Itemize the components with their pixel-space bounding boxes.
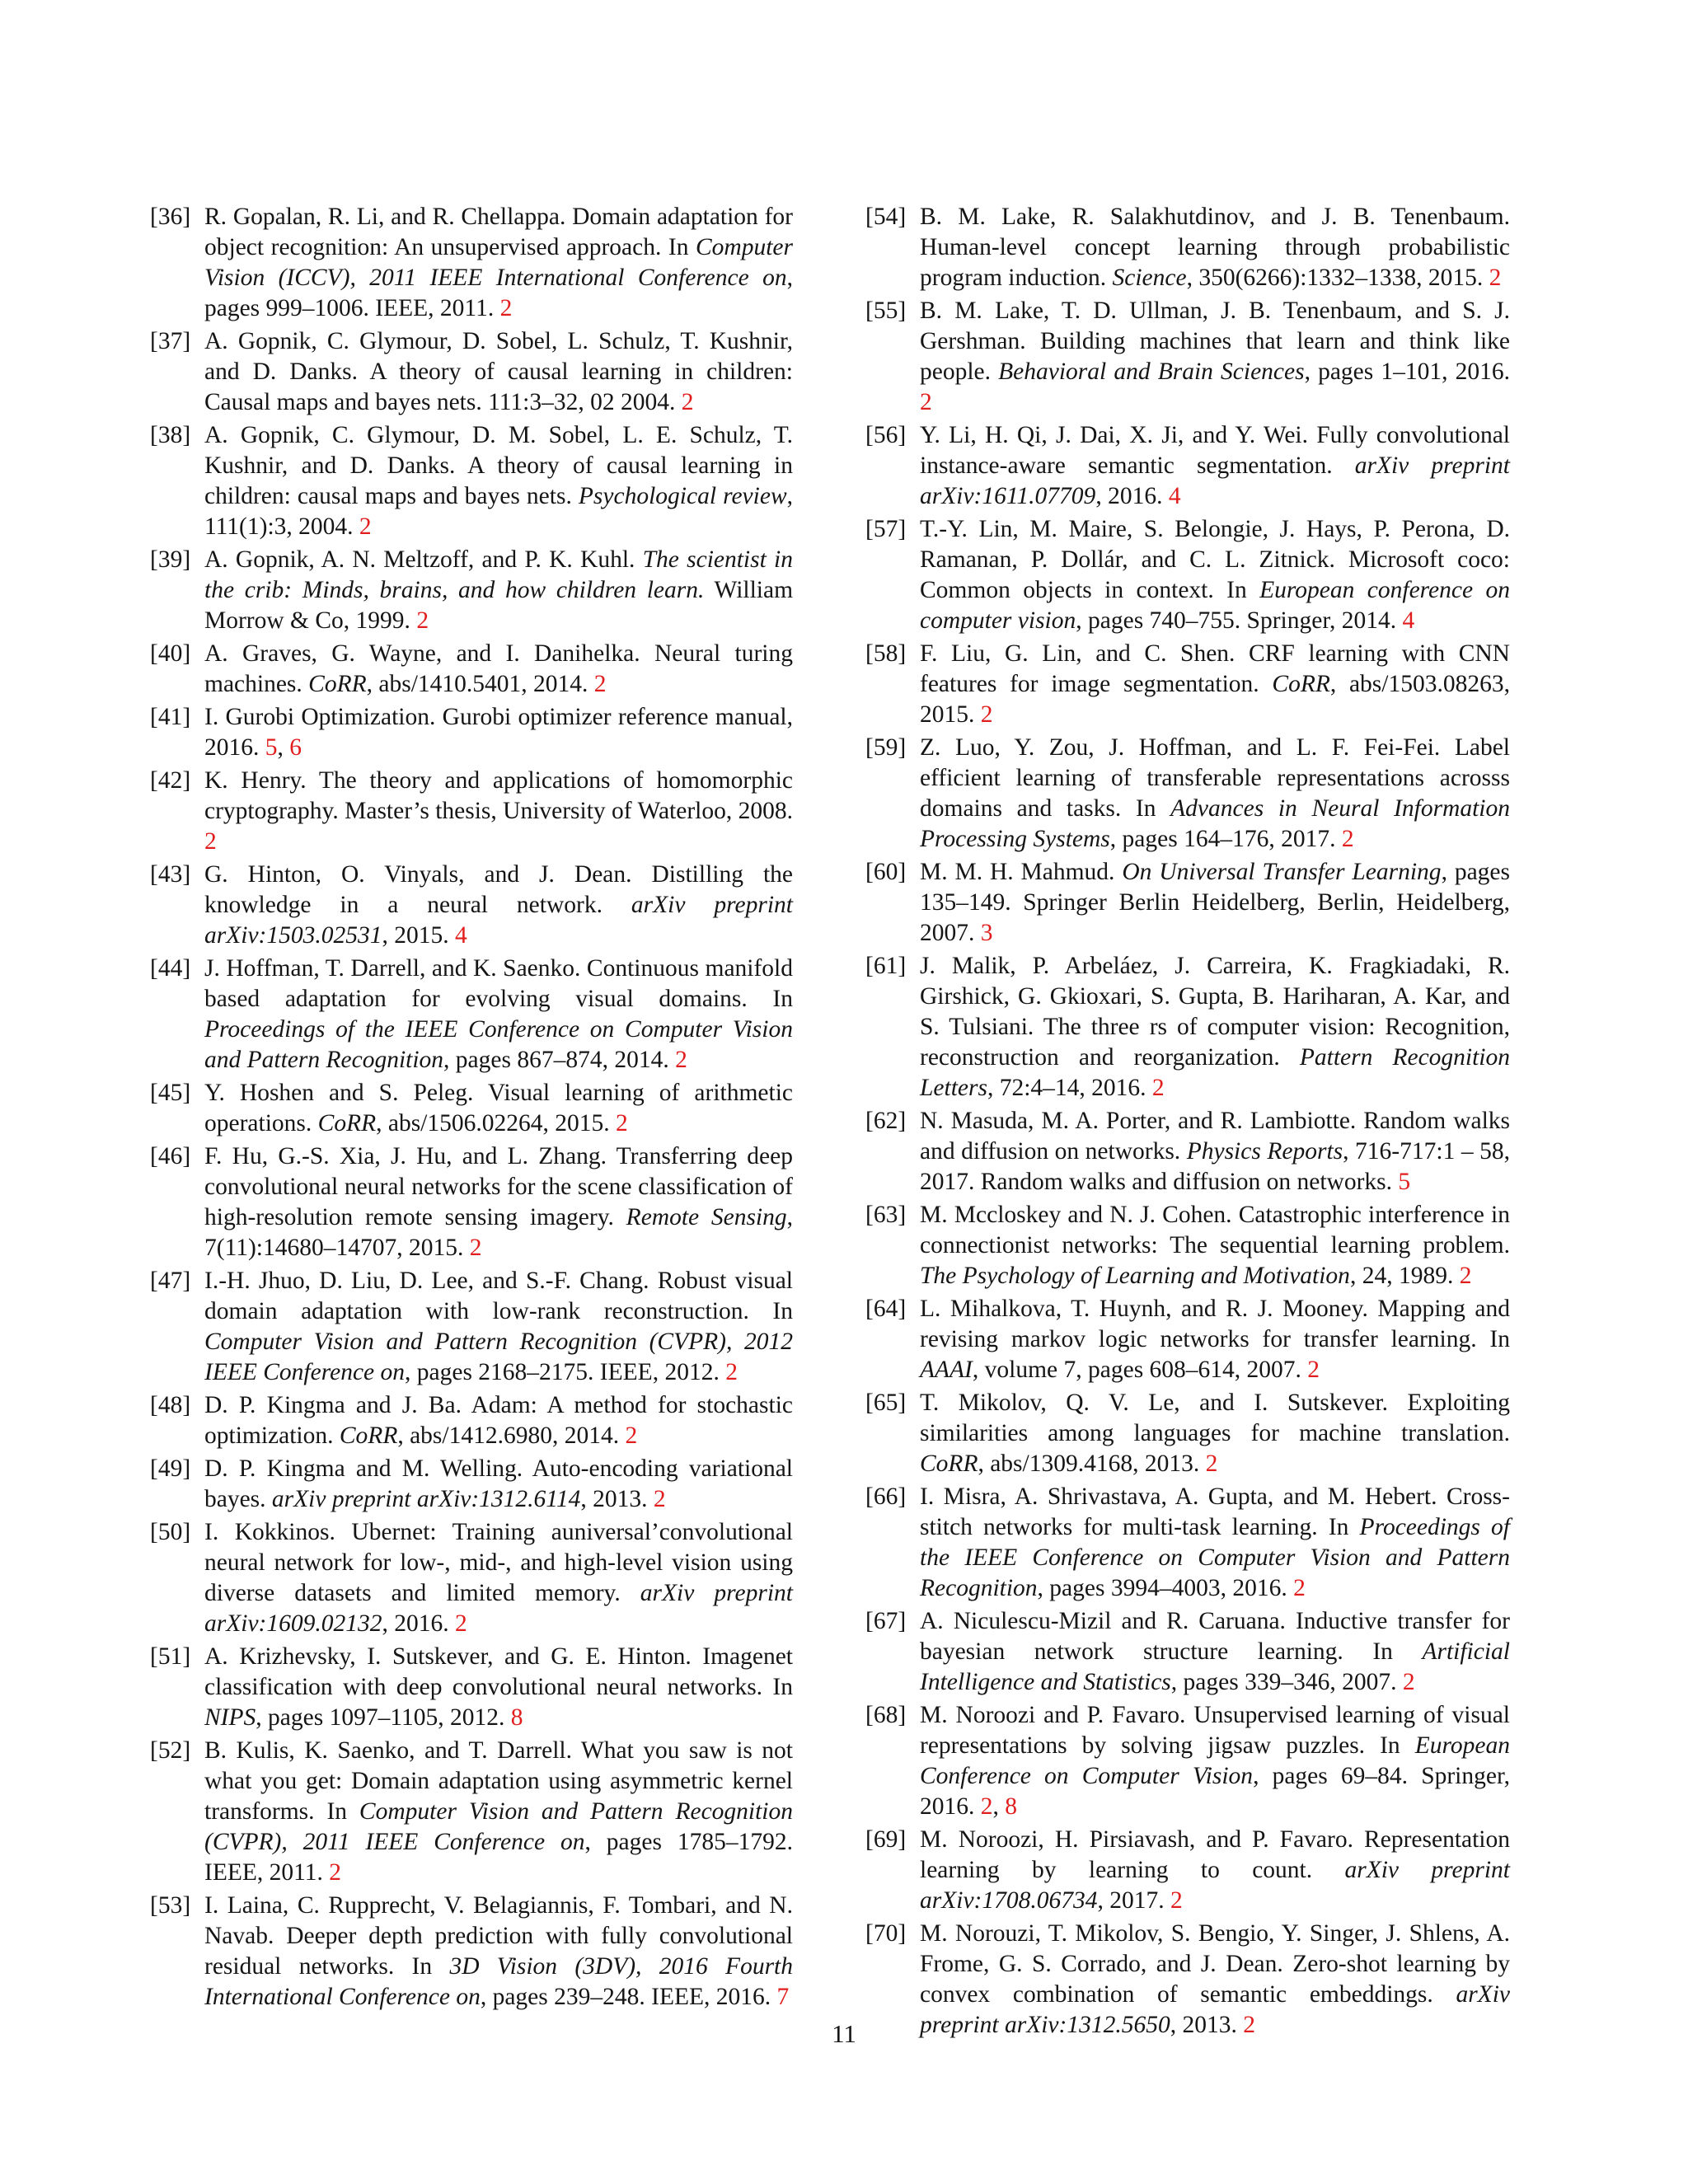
reference-text: [204, 1080, 793, 1137]
reference-text: [920, 1202, 1510, 1289]
reference-text: [204, 640, 793, 697]
backref-page-link[interactable]: 2: [1341, 826, 1354, 852]
reference-text-segment: D. P. Kingma and M. Welling. Auto-encoding variational bayes.: [204, 1455, 793, 1512]
reference-venue-italic: Computer Vision (ICCV), 2011 IEEE International Conference on: [204, 234, 793, 291]
reference-number: [37]: [150, 328, 191, 354]
reference-text-segment: , abs/1503.08263, 2015.: [920, 671, 1510, 728]
reference-venue-italic: Science: [1112, 265, 1187, 291]
reference-entry: [865, 1825, 1510, 1916]
reference-number: [41]: [150, 704, 191, 730]
backref-page-link[interactable]: 2: [725, 1359, 738, 1385]
reference-text: [204, 1519, 793, 1637]
reference-text-segment: Y. Hoshen and S. Peleg. Visual learning of arithmetic operations.: [204, 1080, 793, 1137]
reference-number: [40]: [150, 640, 191, 667]
reference-text-segment: B. Kulis, K. Saenko, and T. Darrell. What you saw is not what you get: Domain adaptation using asymmetric kernel transforms. In: [204, 1737, 793, 1825]
references-right-column: [865, 202, 1510, 2043]
reference-text-segment: I. Laina, C. Rupprecht, V. Belagiannis, F. Tombari, and N. Navab. Deeper depth prediction with fully convolutional residual networks. In: [204, 1892, 793, 1980]
reference-text-segment: , pages 339–346, 2007.: [1170, 1669, 1403, 1695]
reference-number: [70]: [865, 1920, 907, 1947]
reference-text: [204, 767, 793, 855]
reference-number: [62]: [865, 1108, 907, 1134]
reference-entry: [150, 545, 793, 636]
backref-page-link[interactable]: 2: [1307, 1357, 1320, 1383]
reference-text: [204, 546, 793, 634]
reference-venue-italic: Proceedings of the IEEE Conference on Computer Vision and Pattern Recognition: [204, 1016, 793, 1073]
reference-number: [61]: [865, 953, 907, 979]
references-left-column: [150, 202, 793, 2015]
reference-entry: [865, 202, 1510, 293]
reference-text-segment: , volume 7, pages 608–614, 2007.: [972, 1357, 1308, 1383]
reference-text-segment: , pages 867–874, 2014.: [443, 1047, 676, 1073]
reference-text: [920, 734, 1510, 852]
backref-page-link[interactable]: 2: [469, 1235, 482, 1261]
reference-text: [204, 422, 793, 540]
reference-entry: [865, 1200, 1510, 1291]
reference-text-segment: I. Kokkinos. Ubernet: Training auniversal’convolutional neural network for low-, mid-, and high-level vision using diverse datasets and limited memory.: [204, 1519, 793, 1606]
reference-number: [38]: [150, 422, 191, 448]
reference-text: [204, 204, 793, 321]
reference-text-segment: M. M. H. Mahmud.: [920, 859, 1123, 885]
reference-entry: [865, 733, 1510, 855]
reference-entry: [150, 420, 793, 542]
reference-text-segment: B. M. Lake, R. Salakhutdinov, and J. B. Tenenbaum. Human-level concept learning through probabilistic program induction.: [920, 204, 1510, 291]
reference-text-segment: , pages 999–1006. IEEE, 2011.: [204, 265, 793, 321]
reference-text-segment: T.-Y. Lin, M. Maire, S. Belongie, J. Hays, P. Perona, D. Ramanan, P. Dollár, and C. L. Zitnick. Microsoft coco: Common objects in context. In: [920, 516, 1510, 603]
reference-text-segment: , 7(11):14680–14707, 2015.: [204, 1204, 793, 1261]
backref-page-link[interactable]: 2: [1205, 1451, 1218, 1477]
backref-page-link[interactable]: 2: [593, 671, 607, 697]
reference-text-segment: I. Gurobi Optimization. Gurobi optimizer reference manual, 2016.: [204, 704, 793, 761]
reference-entry: [865, 857, 1510, 949]
reference-text-segment: , 72:4–14, 2016.: [987, 1075, 1152, 1101]
backref-page-link[interactable]: 4: [455, 922, 467, 949]
reference-text-segment: , pages 239–248. IEEE, 2016.: [480, 1984, 777, 2010]
reference-text: [920, 640, 1510, 728]
reference-venue-italic: arXiv preprint arXiv:1312.6114: [271, 1486, 581, 1512]
reference-number: [46]: [150, 1143, 191, 1169]
page-number: 11: [832, 2019, 856, 2048]
reference-text: [920, 859, 1510, 946]
reference-number: [49]: [150, 1455, 191, 1482]
backref-page-link[interactable]: 2: [1402, 1669, 1415, 1695]
reference-text-segment: , 2017.: [1097, 1887, 1170, 1914]
reference-entry: [865, 1700, 1510, 1822]
reference-venue-italic: Computer Vision and Pattern Recognition (CVPR), 2012 IEEE Conference on: [204, 1329, 793, 1385]
reference-number: [59]: [865, 734, 907, 761]
reference-number: [53]: [150, 1892, 191, 1919]
reference-number: [44]: [150, 955, 191, 982]
reference-text: [204, 1143, 793, 1261]
reference-number: [66]: [865, 1483, 907, 1510]
backref-page-link[interactable]: 2: [625, 1422, 638, 1449]
reference-number: [48]: [150, 1392, 191, 1418]
reference-venue-italic: Physics Reports: [1186, 1138, 1343, 1165]
backref-page-link[interactable]: 2: [1489, 265, 1502, 291]
reference-text: [920, 1108, 1510, 1195]
backref-page-link[interactable]: 2: [920, 389, 932, 415]
backref-page-link[interactable]: 2: [1151, 1075, 1165, 1101]
backref-page-link[interactable]: 2: [681, 389, 694, 415]
reference-text-segment: , 350(6266):1332–1338, 2015.: [1186, 265, 1489, 291]
reference-text-segment: , pages 1785–1792. IEEE, 2011.: [204, 1829, 793, 1886]
reference-entry: [865, 514, 1510, 636]
reference-text: [204, 1392, 793, 1449]
reference-number: [64]: [865, 1296, 907, 1322]
reference-venue-italic: On Universal Transfer Learning: [1122, 859, 1442, 885]
reference-venue-italic: CoRR: [920, 1451, 978, 1477]
reference-number: [50]: [150, 1519, 191, 1545]
reference-venue-italic: NIPS: [204, 1704, 256, 1731]
reference-text-segment: T. Mikolov, Q. V. Le, and I. Sutskever. Exploiting similarities among languages for machine translation.: [920, 1390, 1510, 1446]
reference-text: [920, 1483, 1510, 1601]
reference-text-segment: D. P. Kingma and J. Ba. Adam: A method for stochastic optimization.: [204, 1392, 793, 1449]
reference-entry: [150, 1454, 793, 1515]
reference-text-segment: , 2013.: [1170, 2012, 1244, 2038]
reference-venue-italic: 3D Vision (3DV), 2016 Fourth International Conference on: [204, 1953, 793, 2010]
backref-page-link[interactable]: 2: [1243, 2012, 1255, 2038]
reference-number: [42]: [150, 767, 191, 794]
backref-page-link[interactable]: 8: [1005, 1793, 1017, 1820]
reference-text-segment: , pages 740–755. Springer, 2014.: [1076, 607, 1403, 634]
reference-entry: [150, 1390, 793, 1451]
reference-entry: [150, 1736, 793, 1888]
reference-text-segment: , pages 135–149. Springer Berlin Heidelberg, Berlin, Heidelberg, 2007.: [920, 859, 1510, 946]
reference-text-segment: , 111(1):3, 2004.: [204, 483, 793, 540]
reference-number: [65]: [865, 1390, 907, 1416]
reference-text-segment: , pages 1097–1105, 2012.: [256, 1704, 511, 1731]
reference-text-segment: , abs/1412.6980, 2014.: [397, 1422, 626, 1449]
reference-text-segment: A. Gopnik, C. Glymour, D. Sobel, L. Schulz, T. Kushnir, and D. Danks. A theory of causal learning in children: Causal maps and bayes nets. 111:3–32, 02 2004.: [204, 328, 793, 415]
reference-venue-italic: Behavioral and Brain Sciences: [998, 359, 1305, 385]
reference-entry: [150, 1642, 793, 1733]
reference-venue-italic: CoRR: [317, 1110, 377, 1137]
reference-text: [204, 1268, 793, 1385]
reference-text-segment: , pages 1–101, 2016.: [1304, 359, 1511, 385]
backref-page-link[interactable]: 2: [980, 1793, 993, 1820]
reference-text: [920, 516, 1510, 634]
reference-venue-italic: The scientist in the crib: Minds, brains, and how children learn.: [204, 546, 793, 603]
reference-venue-italic: arXiv preprint arXiv:1609.02132: [204, 1580, 793, 1637]
reference-text-segment: , abs/1506.02264, 2015.: [376, 1110, 617, 1137]
reference-entry: [150, 860, 793, 951]
reference-number: [54]: [865, 204, 907, 230]
backref-page-link[interactable]: 2: [359, 513, 372, 540]
reference-entry: [865, 420, 1510, 512]
reference-venue-italic: Remote Sensing: [626, 1204, 787, 1230]
reference-text-segment: L. Mihalkova, T. Huynh, and R. J. Mooney. Mapping and revising markov logic networks for transfer learning. In: [920, 1296, 1510, 1352]
reference-text: [204, 328, 793, 415]
reference-text-segment: , pages 69–84. Springer, 2016.: [920, 1763, 1510, 1820]
backref-page-link[interactable]: 7: [776, 1984, 790, 2010]
reference-text-segment: William Morrow & Co, 1999.: [204, 577, 794, 634]
reference-text-segment: ,: [992, 1793, 1006, 1820]
reference-entry: [150, 1078, 793, 1139]
reference-venue-italic: arXiv preprint arXiv:1708.06734: [920, 1857, 1510, 1914]
reference-text: [920, 1702, 1510, 1820]
reference-text-segment: , pages 164–176, 2017.: [1109, 826, 1342, 852]
reference-entry: [865, 296, 1510, 418]
reference-venue-italic: Proceedings of the IEEE Conference on Computer Vision and Pattern Recognition: [920, 1514, 1510, 1601]
reference-text-segment: J. Hoffman, T. Darrell, and K. Saenko. Continuous manifold based adaptation for evolving visual domains. In: [204, 955, 793, 1012]
reference-venue-italic: European conference on computer vision: [920, 577, 1510, 634]
reference-venue-italic: European Conference on Computer Vision: [920, 1732, 1510, 1789]
reference-entry: [150, 326, 793, 418]
reference-text-segment: M. Mccloskey and N. J. Cohen. Catastrophic interference in connectionist networks: The sequential learning problem.: [920, 1202, 1510, 1258]
reference-text-segment: M. Noroozi, H. Pirsiavash, and P. Favaro. Representation learning by learning to count.: [920, 1826, 1510, 1883]
backref-page-link[interactable]: 8: [510, 1704, 523, 1731]
reference-entry: [150, 954, 793, 1076]
backref-page-link[interactable]: 2: [499, 295, 513, 321]
reference-text: [204, 1737, 793, 1886]
reference-text-segment: , pages 2168–2175. IEEE, 2012.: [405, 1359, 726, 1385]
reference-text: [204, 955, 793, 1073]
reference-number: [39]: [150, 546, 191, 573]
reference-text: [920, 422, 1510, 509]
reference-text-segment: , pages 3994–4003, 2016.: [1037, 1575, 1294, 1601]
backref-page-link[interactable]: 5: [265, 734, 278, 761]
reference-text-segment: Y. Li, H. Qi, J. Dai, X. Ji, and Y. Wei. Fully convolutional instance-aware semantic segmentation.: [920, 422, 1510, 479]
backref-page-link[interactable]: 2: [980, 701, 993, 728]
reference-text-segment: F. Hu, G.-S. Xia, J. Hu, and L. Zhang. Transferring deep convolutional neural networks for the scene classification of high-resolution remote sensing imagery.: [204, 1143, 793, 1230]
reference-text-segment: , 24, 1989.: [1349, 1263, 1460, 1289]
reference-text-segment: , 2016.: [382, 1610, 455, 1637]
reference-text-segment: A. Niculescu-Mizil and R. Caruana. Inductive transfer for bayesian network structure learning. In: [920, 1608, 1510, 1665]
reference-venue-italic: arXiv preprint arXiv:1611.07709: [920, 452, 1510, 509]
reference-text-segment: G. Hinton, O. Vinyals, and J. Dean. Distilling the knowledge in a neural network.: [204, 861, 793, 918]
reference-text-segment: Z. Luo, Y. Zou, J. Hoffman, and L. F. Fei-Fei. Label efficient learning of transferable representations acrosss domains and tasks. In: [920, 734, 1510, 822]
reference-text: [204, 1643, 793, 1731]
reference-venue-italic: Computer Vision and Pattern Recognition (CVPR), 2011 IEEE Conference on: [204, 1798, 793, 1855]
reference-entry: [150, 639, 793, 700]
reference-text: [204, 1455, 793, 1512]
reference-entry: [865, 1482, 1510, 1604]
reference-entry: [865, 1388, 1510, 1479]
reference-number: [36]: [150, 204, 191, 230]
reference-venue-italic: Advances in Neural Information Processing Systems: [920, 795, 1511, 852]
reference-venue-italic: Psychological review: [578, 483, 787, 509]
reference-text-segment: B. M. Lake, T. D. Ullman, J. B. Tenenbaum, and S. J. Gershman. Building machines that learn and think like people.: [920, 298, 1510, 385]
reference-text-segment: K. Henry. The theory and applications of homomorphic cryptography. Master’s thesis, University of Waterloo, 2008.: [204, 767, 793, 824]
reference-number: [45]: [150, 1080, 191, 1106]
backref-page-link[interactable]: 2: [329, 1859, 342, 1886]
reference-venue-italic: CoRR: [339, 1422, 398, 1449]
reference-venue-italic: arXiv preprint arXiv:1503.02531: [204, 892, 793, 949]
reference-text: [920, 1826, 1510, 1914]
backref-page-link[interactable]: 4: [1402, 607, 1415, 634]
reference-number: [60]: [865, 859, 907, 885]
backref-page-link[interactable]: 2: [653, 1486, 666, 1512]
backref-page-link[interactable]: 6: [289, 734, 302, 761]
reference-venue-italic: Pattern Recognition Letters: [920, 1044, 1510, 1101]
reference-text-segment: I.-H. Jhuo, D. Liu, D. Lee, and S.-F. Chang. Robust visual domain adaptation with low-rank reconstruction. In: [204, 1268, 793, 1324]
reference-number: [68]: [865, 1702, 907, 1728]
reference-venue-italic: The Psychology of Learning and Motivation: [920, 1263, 1350, 1289]
reference-number: [51]: [150, 1643, 191, 1670]
reference-text-segment: J. Malik, P. Arbeláez, J. Carreira, K. Fragkiadaki, R. Girshick, G. Gkioxari, S. Gupta, B. Hariharan, A. Kar, and S. Tulsiani. The three rs of computer vision: Recognition, reconstruction and reorganization.: [920, 953, 1510, 1071]
reference-text: [920, 953, 1510, 1101]
reference-text: [204, 1892, 793, 2010]
reference-entry: [865, 1106, 1510, 1197]
reference-text-segment: R. Gopalan, R. Li, and R. Chellappa. Domain adaptation for object recognition: An unsupervised approach. In: [204, 204, 793, 260]
reference-text-segment: A. Graves, G. Wayne, and I. Danihelka. Neural turing machines.: [204, 640, 793, 697]
reference-entry: [150, 702, 793, 763]
reference-number: [57]: [865, 516, 907, 542]
reference-text-segment: , abs/1410.5401, 2014.: [366, 671, 594, 697]
reference-text: [204, 861, 793, 949]
backref-page-link[interactable]: 2: [1170, 1887, 1183, 1914]
backref-page-link[interactable]: 4: [1168, 483, 1181, 509]
reference-text-segment: I. Misra, A. Shrivastava, A. Gupta, and M. Hebert. Cross-stitch networks for multi-task learning. In: [920, 1483, 1510, 1540]
reference-text: [920, 1296, 1510, 1383]
reference-number: [55]: [865, 298, 907, 324]
backref-page-link[interactable]: 2: [1459, 1263, 1472, 1289]
backref-page-link[interactable]: 3: [980, 920, 993, 946]
reference-number: [67]: [865, 1608, 907, 1634]
reference-venue-italic: AAAI: [920, 1357, 973, 1383]
reference-venue-italic: CoRR: [1272, 671, 1330, 697]
backref-page-link[interactable]: 2: [616, 1110, 628, 1137]
reference-entry: [865, 1606, 1510, 1698]
reference-number: [69]: [865, 1826, 907, 1853]
backref-page-link[interactable]: 2: [204, 828, 217, 855]
reference-entry: [150, 1517, 793, 1639]
reference-number: [52]: [150, 1737, 191, 1764]
reference-entry: [150, 202, 793, 324]
reference-entry: [150, 1141, 793, 1263]
reference-number: [58]: [865, 640, 907, 667]
backref-page-link[interactable]: 5: [1398, 1169, 1411, 1195]
reference-text-segment: F. Liu, G. Lin, and C. Shen. CRF learning with CNN features for image segmentation.: [920, 640, 1510, 697]
reference-text: [920, 1390, 1510, 1477]
reference-entry: [150, 1891, 793, 2013]
reference-text: [920, 298, 1510, 415]
reference-text-segment: M. Noroozi and P. Favaro. Unsupervised learning of visual representations by solving jigsaw puzzles. In: [920, 1702, 1510, 1759]
reference-number: [43]: [150, 861, 191, 888]
reference-text: [920, 204, 1510, 291]
reference-number: [47]: [150, 1268, 191, 1294]
reference-text-segment: A. Gopnik, C. Glymour, D. M. Sobel, L. E. Schulz, T. Kushnir, and D. Danks. A theory of causal learning in children: causal maps and bayes nets.: [204, 422, 793, 509]
reference-text-segment: , 2016.: [1095, 483, 1169, 509]
reference-text-segment: ,: [277, 734, 290, 761]
reference-entry: [150, 766, 793, 857]
reference-venue-italic: CoRR: [308, 671, 367, 697]
reference-entry: [865, 951, 1510, 1104]
reference-entry: [865, 639, 1510, 730]
backref-page-link[interactable]: 2: [455, 1610, 467, 1637]
reference-text-segment: N. Masuda, M. A. Porter, and R. Lambiotte. Random walks and diffusion on networks.: [920, 1108, 1510, 1165]
reference-text: [204, 704, 793, 761]
backref-page-link[interactable]: 2: [675, 1047, 687, 1073]
reference-venue-italic: Artificial Intelligence and Statistics: [920, 1638, 1510, 1695]
backref-page-link[interactable]: 2: [1293, 1575, 1306, 1601]
reference-text-segment: M. Norouzi, T. Mikolov, S. Bengio, Y. Singer, J. Shlens, A. Frome, G. S. Corrado, and J. Dean. Zero-shot learning by convex combination of semantic embeddings.: [920, 1920, 1510, 2008]
reference-text: [920, 1608, 1510, 1695]
reference-text-segment: , abs/1309.4168, 2013.: [978, 1451, 1206, 1477]
reference-venue-italic: arXiv preprint arXiv:1312.5650: [920, 1981, 1510, 2038]
backref-page-link[interactable]: 2: [416, 607, 429, 634]
reference-text-segment: A. Gopnik, A. N. Meltzoff, and P. K. Kuhl.: [204, 546, 643, 573]
reference-entry: [150, 1266, 793, 1388]
reference-text-segment: A. Krizhevsky, I. Sutskever, and G. E. Hinton. Imagenet classification with deep convolutional neural networks. In: [204, 1643, 793, 1700]
reference-text-segment: , 2015.: [382, 922, 455, 949]
reference-number: [63]: [865, 1202, 907, 1228]
reference-text-segment: , 2013.: [580, 1486, 654, 1512]
reference-number: [56]: [865, 422, 907, 448]
reference-entry: [865, 1294, 1510, 1385]
reference-text-segment: , 716-717:1 – 58, 2017. Random walks and diffusion on networks.: [920, 1138, 1510, 1195]
